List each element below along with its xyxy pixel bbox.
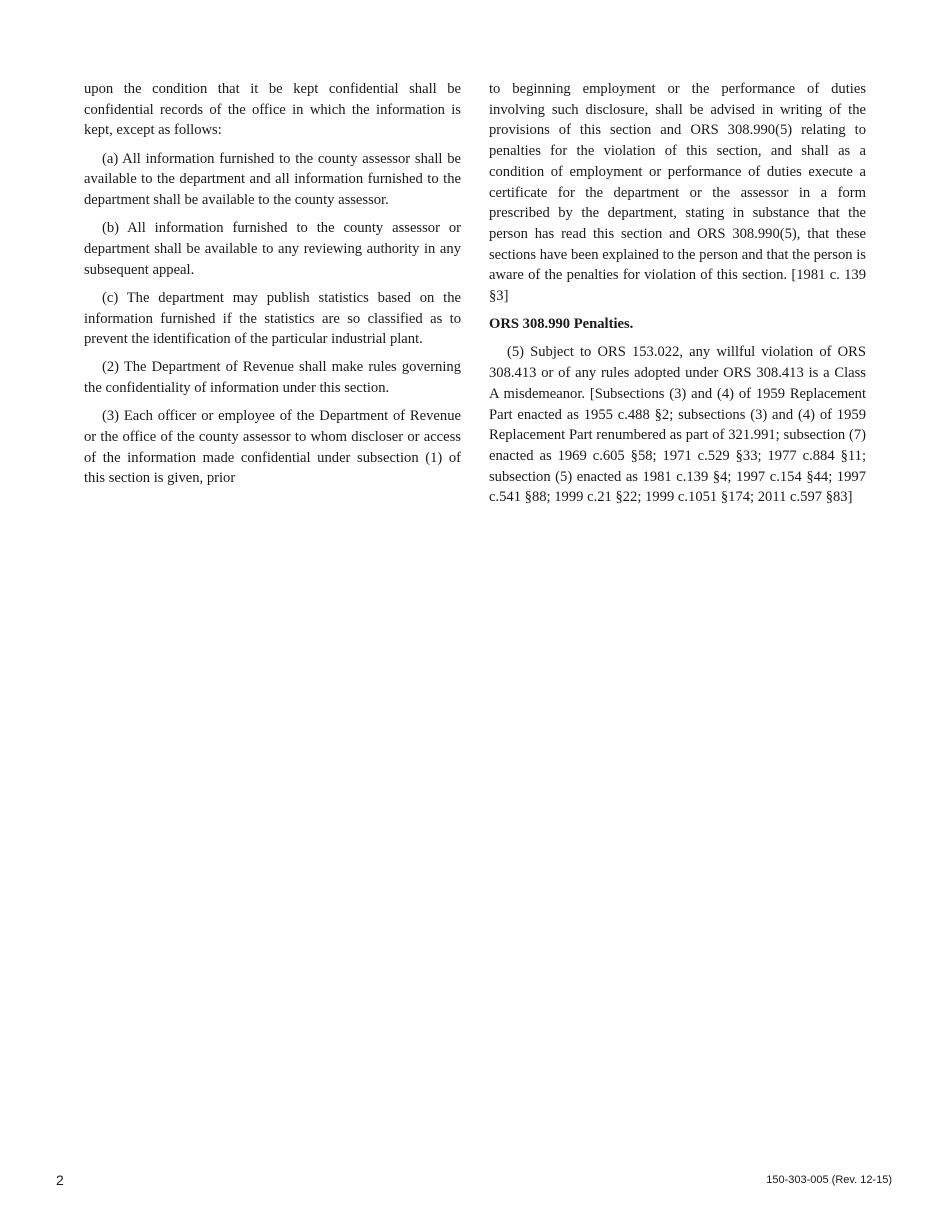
paragraph-c: (c) The department may publish statistics based on the information furnished if the statistics are so classified as to prevent the identification of the particular industrial plant. — [84, 289, 461, 348]
paragraph-3-continued: to beginning employment or the performance of duties involving such disclosure, shall be advised in writing of the provisions of this section and ORS 308.990(5) relating to penalties for the violation of this section, and shall as a condition of employment or performance of duties execute a certificate for the department or the assessor in a form prescribed by the department, stating in substance that the person has read this section and ORS 308.990(5), that these sections have been explained to the person and that the person is aware of the penalties for violation of this section. [1981 c. 139 §3] — [489, 81, 866, 305]
paragraph-2: (2) The Department of Revenue shall make rules governing the confidentiality of information under this section. — [84, 359, 461, 397]
form-identifier: 150-303-005 (Rev. 12-15) — [766, 1174, 892, 1186]
paragraph-5-penalties: (5) Subject to ORS 153.022, any willful violation of ORS 308.413 or of any rules adopted under ORS 308.413 is a Class A misdemeanor. [Subsections (3) and (4) of 1959 Replacement Part enacted as 1955 c.488 §2; subsections (3) and (4) of 1959 Replacement Part renumbered as part of 321.991; subsection (7) enacted as 1969 c.605 §58; 1971 c.529 §33; 1977 c.884 §11; subsection (5) enacted as 1981 c.139 §4; 1997 c.154 §44; 1997 c.541 §88; 1999 c.21 §22; 1999 c.1051 §174; 2011 c.597 §83] — [489, 344, 866, 506]
right-column — [489, 79, 866, 516]
paragraph-b: (b) All information furnished to the county assessor or department shall be available to any reviewing authority in any subsequent appeal. — [84, 220, 461, 278]
page-number: 2 — [56, 1172, 64, 1188]
section-heading-penalties: ORS 308.990 Penalties. — [489, 316, 634, 333]
paragraph-confidential-records: upon the condition that it be kept confidential shall be confidential records of the office in which the information is kept, except as follows: — [84, 81, 461, 139]
paragraph-3: (3) Each officer or employee of the Department of Revenue or the office of the county assessor to whom discloser or access of the information made confidential under subsection (1) of this section is given, prior — [84, 408, 461, 487]
left-column — [84, 79, 461, 497]
paragraph-a: (a) All information furnished to the county assessor shall be available to the department and all information furnished to the department shall be available to the county assessor. — [84, 150, 461, 209]
